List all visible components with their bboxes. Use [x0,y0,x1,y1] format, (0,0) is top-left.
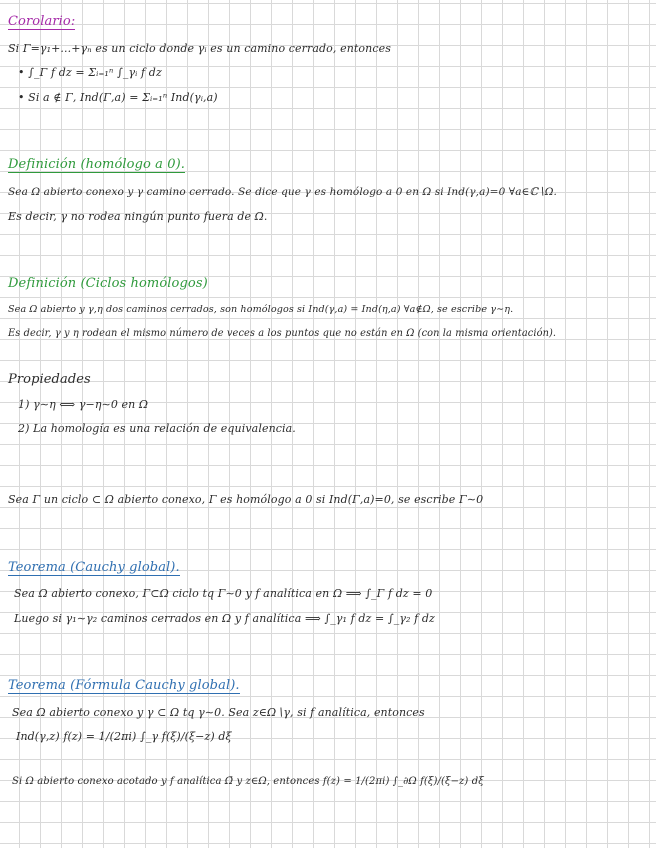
teorema-formula-line-3: Si Ω abierto conexo acotado y f analítica Ω̄ y z∈Ω, entonces f(z) = 1/(2πi) ∫_∂Ω f(ξ)/(ξ−z) dξ [12,776,484,787]
teorema-cauchy-line-1: Sea Ω abierto conexo, Γ⊂Ω ciclo tq Γ∼0 y f analítica en Ω ⟹ ∫_Γ f dz = 0 [14,587,433,600]
propiedades-item-2: 2) La homología es una relación de equivalencia. [18,422,296,435]
corolario-line-2: • ∫_Γ f dz = Σᵢ₌₁ⁿ ∫_γᵢ f dz [18,66,162,79]
corolario-line-1: Si Γ=γ₁+...+γₙ es un ciclo donde γᵢ es un camino cerrado, entonces [8,42,391,55]
teorema-formula-line-2: Ind(γ,z) f(z) = 1/(2πi) ∫_γ f(ξ)/(ξ−z) dξ [16,730,232,743]
teorema-cauchy-line-2: Luego si γ₁∼γ₂ caminos cerrados en Ω y f analítica ⟹ ∫_γ₁ f dz = ∫_γ₂ f dz [14,612,435,625]
def-ciclos-line-2: Es decir, γ y η rodean el mismo número de veces a los puntos que no están en Ω (con la misma orientación). [8,328,557,339]
teorema-formula-title: Teorema (Fórmula Cauchy global). [8,678,240,693]
def-ciclos-title: Definición (Ciclos homólogos) [8,276,208,291]
def-homologo-line-1: Sea Ω abierto conexo y γ camino cerrado. Se dice que γ es homólogo a 0 en Ω si Ind(γ,a)=0 ∀a∈ℂ∖Ω. [8,186,557,198]
corolario-line-3: • Si a ∉ Γ, Ind(Γ,a) = Σᵢ₌₁ⁿ Ind(γᵢ,a) [18,91,218,104]
nota-line-1: Sea Γ un ciclo ⊂ Ω abierto conexo, Γ es homólogo a 0 si Ind(Γ,a)=0, se escribe Γ∼0 [8,493,484,506]
propiedades-item-1: 1) γ∼η ⟺ γ−η∼0 en Ω [18,398,149,411]
teorema-formula-line-1: Sea Ω abierto conexo y γ ⊂ Ω tq γ∼0. Sea z∈Ω∖γ, si f analítica, entonces [12,706,425,719]
def-ciclos-line-1: Sea Ω abierto y γ,η dos caminos cerrados, son homólogos si Ind(γ,a) = Ind(η,a) ∀a∉Ω, se escribe γ∼η. [8,304,514,315]
teorema-cauchy-title: Teorema (Cauchy global). [8,560,180,575]
def-homologo-line-2: Es decir, γ no rodea ningún punto fuera de Ω. [8,210,268,223]
corolario-title: Corolario: [8,14,76,29]
propiedades-title: Propiedades [8,372,91,387]
def-homologo-title: Definición (homólogo a 0). [8,157,186,172]
